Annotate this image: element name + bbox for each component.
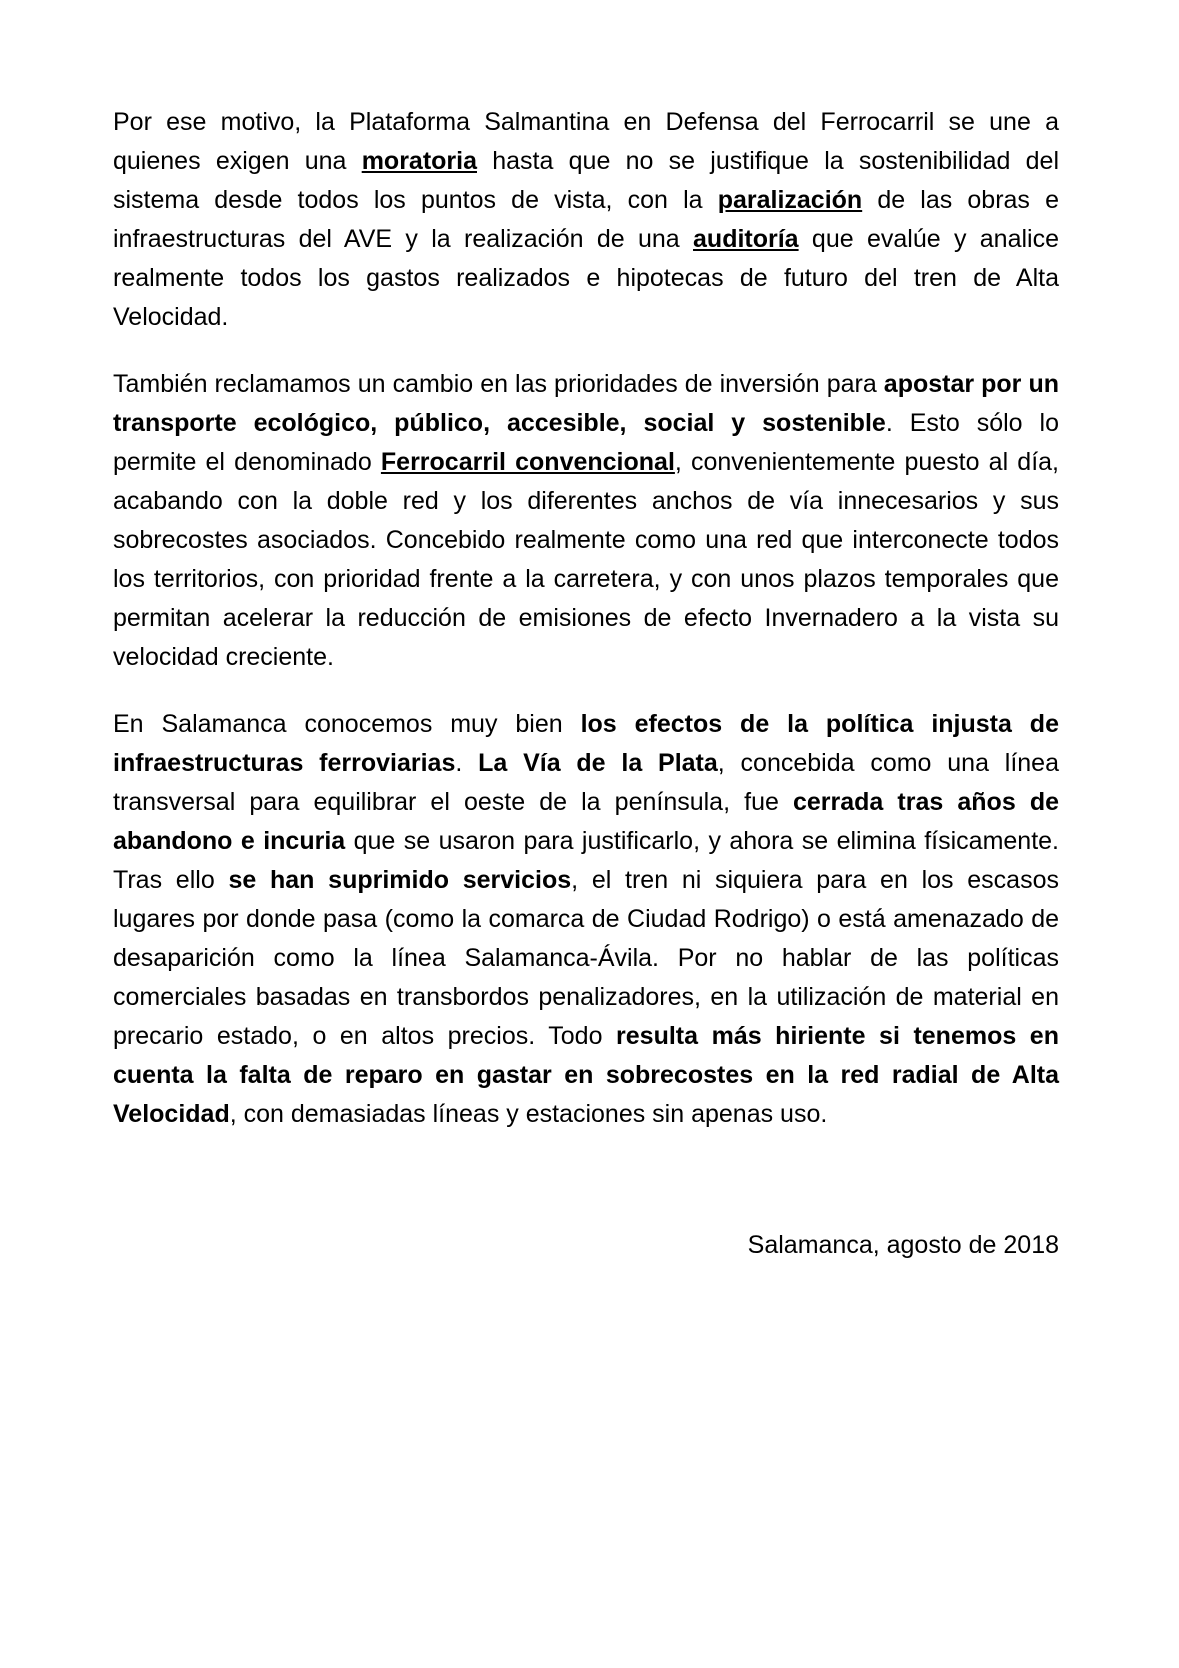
paragraph-prioridades-inversion xyxy=(113,365,1066,677)
text-run: , convenientemente puesto al día, acabando con la doble red y los diferentes anchos de vía innecesarios y sus sobrecostes asociados. Concebido realmente como una red que interconecte todos los territorios, con prioridad frente a la carretera, y con unos plazos temporales que permitan acelerar la reducción de emisiones de efecto Invernadero a la vista su velocidad creciente. xyxy=(113,448,1066,671)
text-run: de las obras e infraestructuras del AVE y la realización de una xyxy=(113,186,1066,253)
text-run: Ferrocarril convencional xyxy=(380,448,675,476)
text-run: paralización xyxy=(717,186,863,214)
text-run: , concebida como una línea transversal para equilibrar el oeste de la península, fue xyxy=(113,749,1066,816)
text-run: hasta que no se justifique la sostenibilidad del sistema desde todos los puntos de vista, con la xyxy=(113,147,1066,214)
text-run: moratoria xyxy=(361,147,477,175)
text-run: auditoría xyxy=(693,225,799,253)
text-run: se han suprimido servicios xyxy=(228,866,572,894)
text-run: , con demasiadas líneas y estaciones sin apenas uso. xyxy=(229,1100,828,1128)
text-run: , el tren ni siquiera para en los escasos lugares por donde pasa (como la comarca de Ciudad Rodrigo) o está amenazado de desaparición como la línea Salamanca-Ávila. Por no hablar de las políticas comerciales basadas en transbordos penalizadores, en la utilización de material en precario estado, o en altos precios. Todo xyxy=(113,866,1066,1050)
text-run: . Esto sólo lo permite el denominado xyxy=(113,409,1066,476)
text-run: cerrada tras años de abandono e incuria xyxy=(113,788,1066,855)
text-run: La Vía de la Plata xyxy=(478,749,718,777)
text-run: Por ese motivo, la Plataforma Salmantina en Defensa del Ferrocarril se une a quienes exigen una xyxy=(113,108,1066,175)
text-run: En Salamanca conocemos muy bien xyxy=(113,710,581,738)
text-run: apostar por un transporte ecológico, público, accesible, social y sostenible xyxy=(113,370,1066,437)
text-run: También reclamamos un cambio en las prioridades de inversión para xyxy=(113,370,884,398)
text-run: resulta más hiriente si tenemos en cuenta la falta de reparo en gastar en sobrecostes en la red radial de Alta Velocidad xyxy=(113,1022,1066,1128)
text-run: los efectos de la política injusta de infraestructuras ferroviarias xyxy=(113,710,1066,777)
text-run: que se usaron para justificarlo, y ahora se elimina físicamente. Tras ello xyxy=(113,827,1066,894)
paragraph-moratoria xyxy=(113,103,1066,337)
date-line: Salamanca, agosto de 2018 xyxy=(747,1231,1059,1259)
paragraph-salamanca-efectos xyxy=(113,705,1066,1134)
text-run: que evalúe y analice realmente todos los gastos realizados e hipotecas de futuro del tren de Alta Velocidad. xyxy=(113,225,1066,331)
text-run: . xyxy=(455,749,479,777)
